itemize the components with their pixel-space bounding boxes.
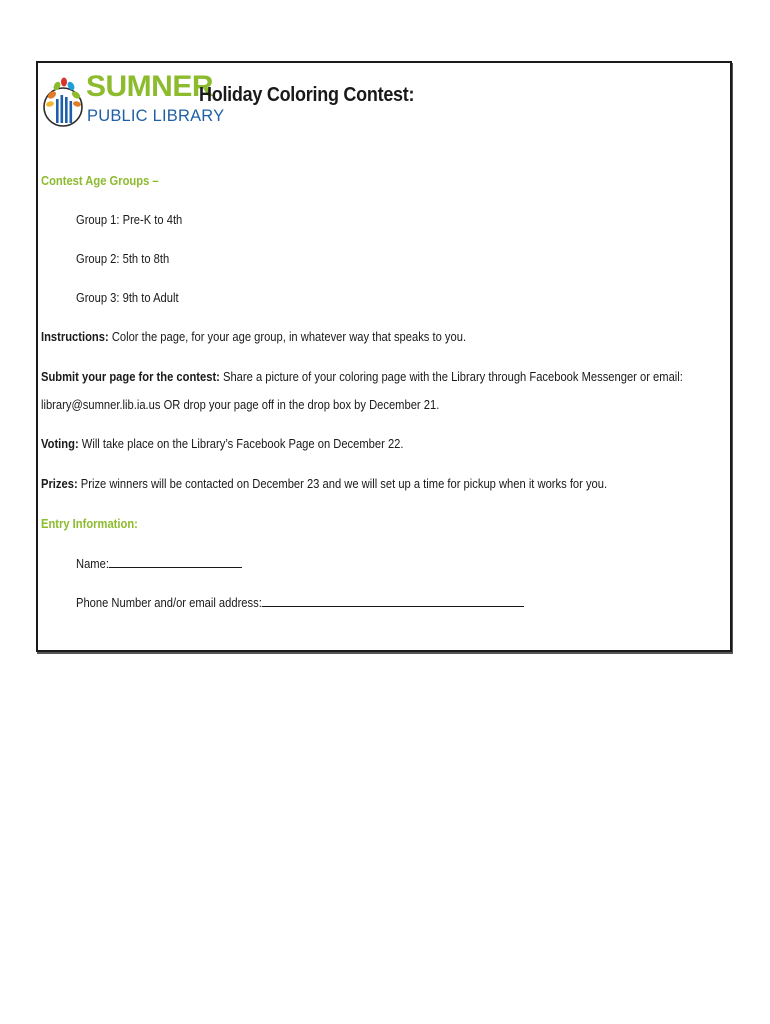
- brand-subtitle: PUBLIC LIBRARY: [87, 107, 225, 125]
- submit-line-2: library@sumner.lib.ia.us OR drop your page off in the drop box by December 21.: [41, 397, 440, 412]
- age-groups-heading: Contest Age Groups –: [41, 173, 159, 188]
- contact-field[interactable]: [262, 594, 524, 607]
- name-field[interactable]: [109, 555, 242, 568]
- brand-name: SUMNER: [86, 70, 214, 103]
- voting-label: Voting:: [41, 436, 79, 451]
- age-group-3: Group 3: 9th to Adult: [76, 290, 179, 305]
- flyer-header: [42, 69, 642, 139]
- age-group-2: Group 2: 5th to 8th: [76, 251, 170, 266]
- tree-of-people-logo-icon: [42, 71, 84, 137]
- voting-line: [41, 436, 403, 452]
- submit-text: Share a picture of your coloring page with the Library through Facebook Messenger or email:: [219, 369, 683, 384]
- contact-row: [76, 594, 524, 611]
- name-row: [76, 555, 242, 572]
- submit-label: Submit your page for the contest:: [41, 369, 220, 384]
- prizes-text: Prize winners will be contacted on December 23 and we will set up a time for pickup when it works for you.: [77, 476, 608, 491]
- name-label: Name:: [76, 556, 109, 571]
- prizes-label: Prizes:: [41, 476, 78, 491]
- prizes-line: [41, 476, 607, 492]
- instructions-text: Color the page, for your age group, in whatever way that speaks to you.: [108, 329, 467, 344]
- submit-line: [41, 369, 683, 385]
- voting-text: Will take place on the Library’s Facebook Page on December 22.: [78, 436, 404, 451]
- age-group-1: Group 1: Pre-K to 4th: [76, 212, 183, 227]
- contest-title: Holiday Coloring Contest:: [199, 84, 415, 106]
- instructions-label: Instructions:: [41, 329, 109, 344]
- entry-heading: Entry Information:: [41, 516, 138, 531]
- contact-label: Phone Number and/or email address:: [76, 595, 262, 610]
- instructions-line: [41, 329, 466, 345]
- contest-flyer: [36, 61, 732, 652]
